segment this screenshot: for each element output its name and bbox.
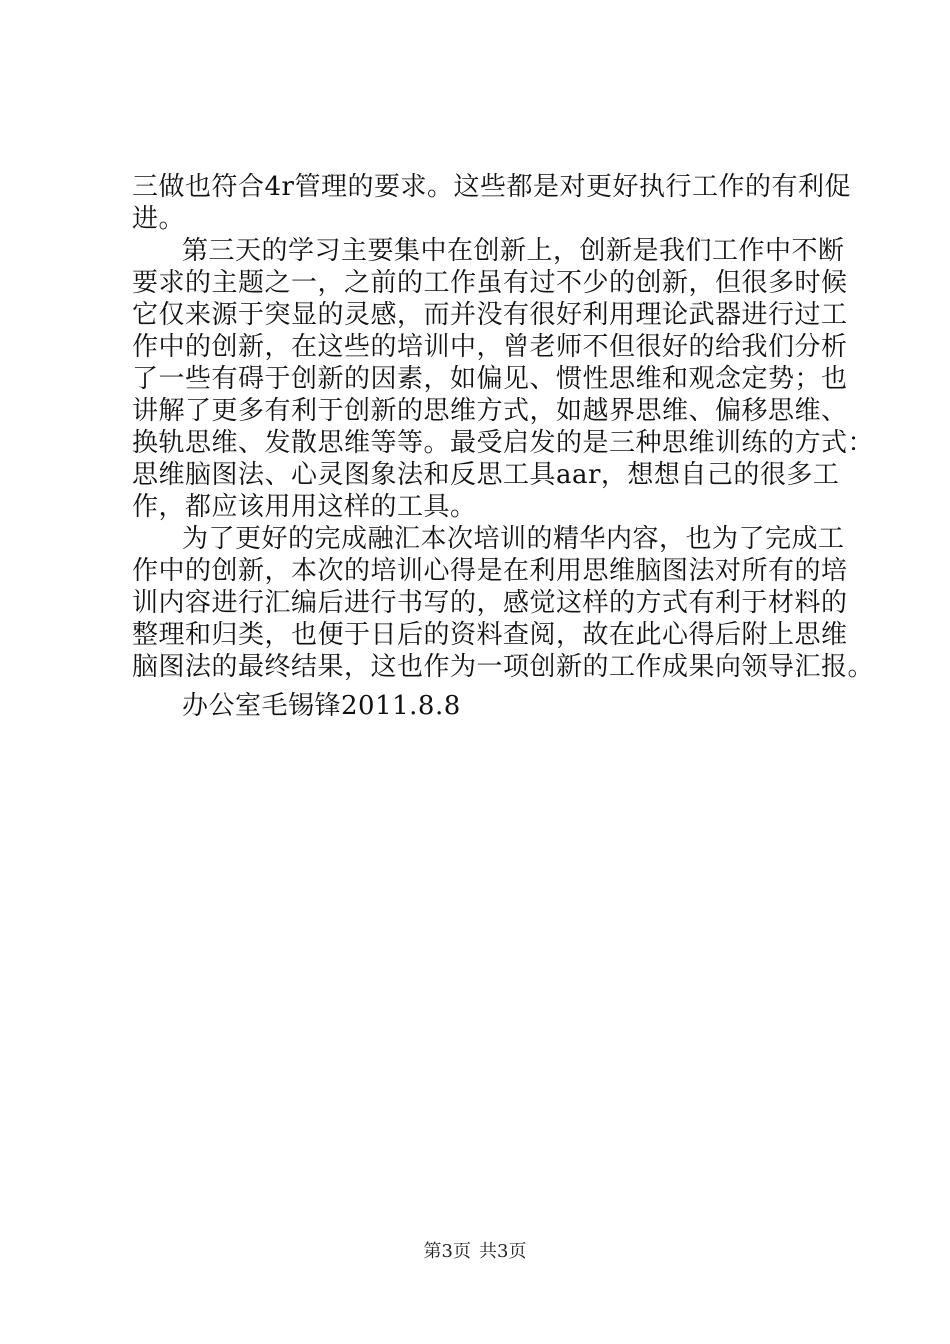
text-line: 进。 (132, 204, 186, 234)
text-line: 训内容进行汇编后进行书写的，感觉这样的方式有利于材料的 (132, 588, 848, 618)
page-total: 共3页 (479, 1241, 527, 1262)
text-line: 要求的主题之一，之前的工作虽有过不少的创新，但很多时候 (132, 268, 848, 298)
text-line: 脑图法的最终结果，这也作为一项创新的工作成果向领导汇报。 (132, 652, 875, 682)
text-line: 了一些有碍于创新的因素，如偏见、惯性思维和观念定势；也 (132, 364, 848, 394)
text-line: 作中的创新，本次的培训心得是在利用思维脑图法对所有的培 (132, 556, 848, 586)
text-line: 讲解了更多有利于创新的思维方式，如越界思维、偏移思维、 (132, 396, 848, 426)
paragraph (132, 235, 875, 523)
text-line: 作，都应该用用这样的工具。 (132, 492, 477, 522)
text-line: 思维脑图法、心灵图象法和反思工具aar，想想自己的很多工 (132, 460, 840, 490)
text-line: 为了更好的完成融汇本次培训的精华内容，也为了完成工 (182, 524, 845, 554)
paragraph (132, 171, 851, 235)
text-line: 换轨思维、发散思维等等。最受启发的是三种思维训练的方式： (132, 428, 875, 458)
document-body (132, 171, 875, 683)
text-line: 作中的创新，在这些的培训中，曾老师不但很好的给我们分析 (132, 332, 848, 362)
page-footer (0, 1240, 950, 1264)
page-number: 第3页 (423, 1241, 471, 1262)
text-line: 第三天的学习主要集中在创新上，创新是我们工作中不断 (182, 236, 845, 266)
signature-line: 办公室毛锡锋2011.8.8 (182, 691, 461, 721)
text-line: 整理和归类，也便于日后的资料查阅，故在此心得后附上思维 (132, 620, 848, 650)
text-line: 它仅来源于突显的灵感，而并没有很好利用理论武器进行过工 (132, 300, 848, 330)
paragraph (132, 523, 875, 683)
text-line: 三做也符合4r管理的要求。这些都是对更好执行工作的有利促 (132, 172, 851, 202)
